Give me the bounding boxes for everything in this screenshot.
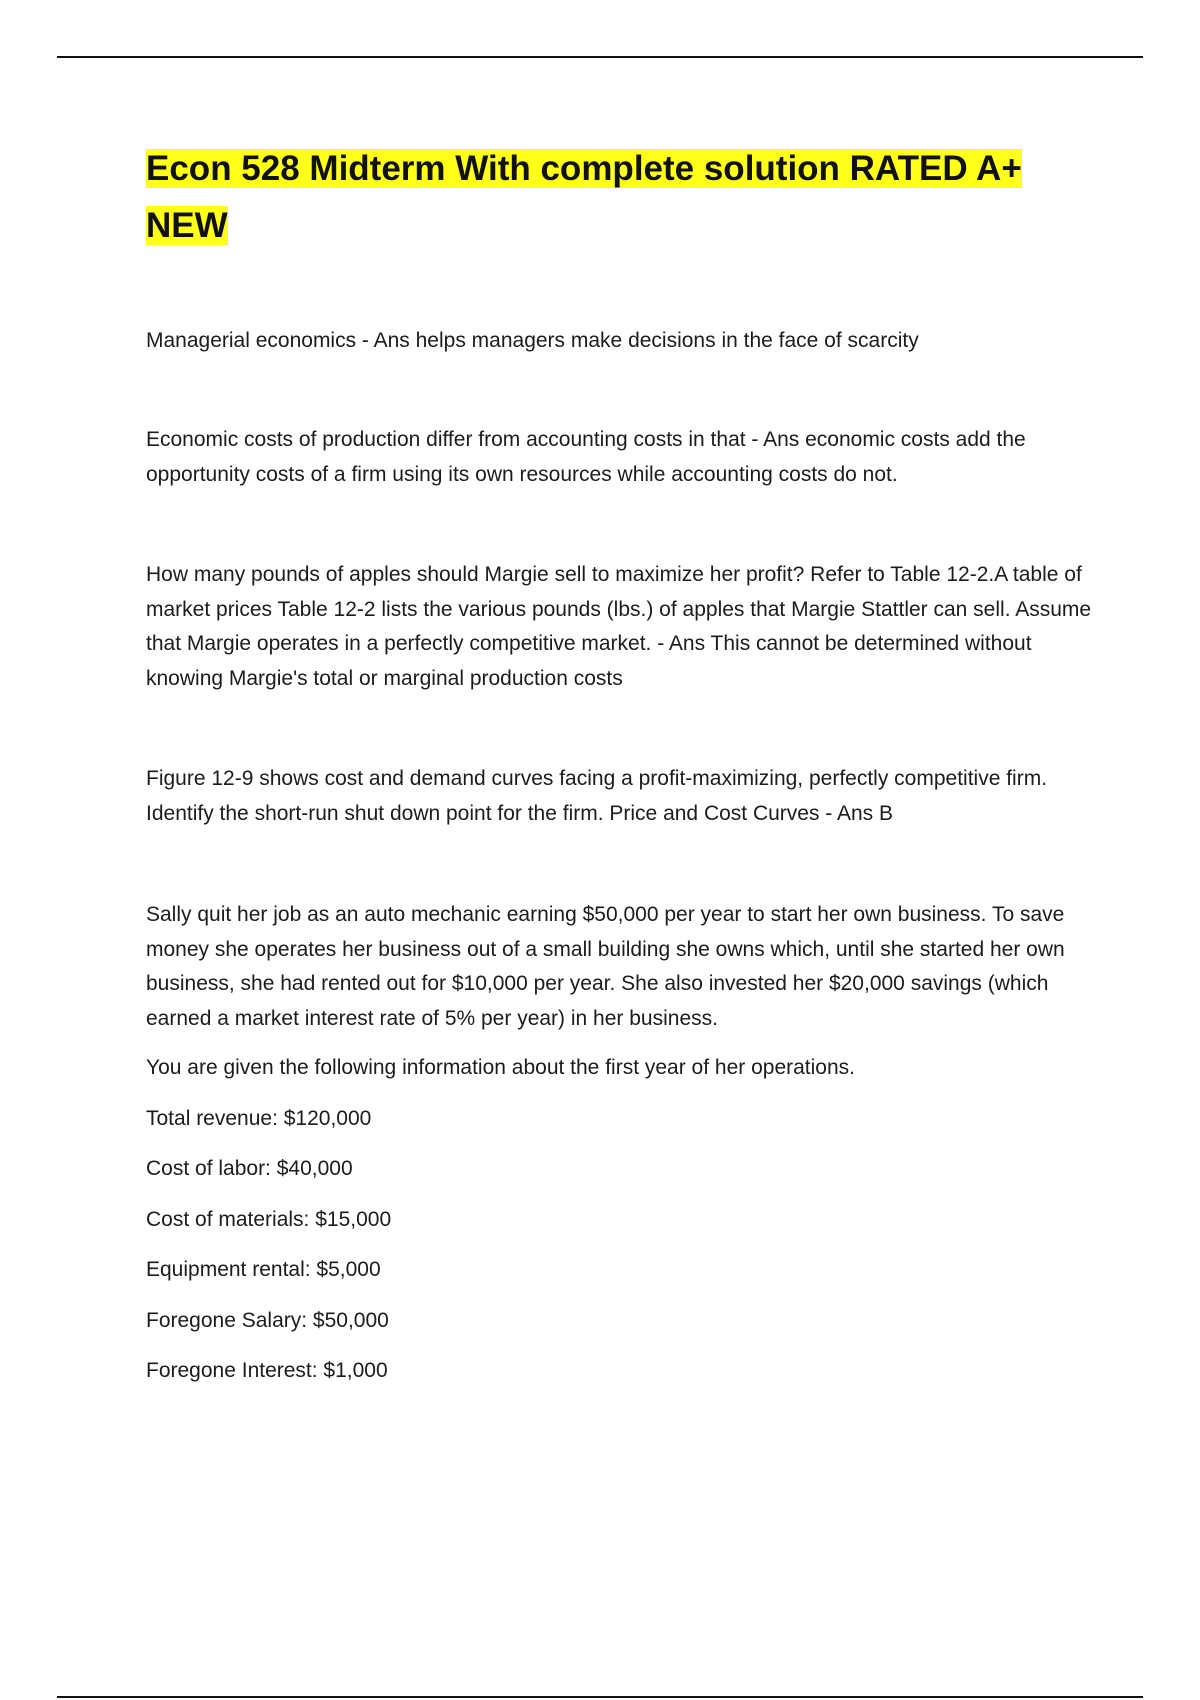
item-apples-question: How many pounds of apples should Margie sell to maximize her profit? Refer to Table 12-2.A table of market prices Table 12-2 lists the various pounds (lbs.) of apples that Margie Stattler can sell. Assume that Margie operates in a perfectly competitive market. - Ans This cannot be determined without knowing Margie's total or marginal production costs: [146, 563, 1092, 690]
item-given-info: You are given the following information about the first year of her operations.: [146, 1056, 855, 1079]
page-title: [146, 140, 1086, 254]
bottom-rule: [57, 1696, 1143, 1698]
item-sally-question: Sally quit her job as an auto mechanic earning $50,000 per year to start her own business. To save money she operates her business out of a small building she owns which, until she started her own business, she had rented out for $10,000 per year. She also invested her $20,000 savings (which earned a market interest rate of 5% per year) in her business.: [146, 903, 1065, 1030]
item-equipment-rental: Equipment rental: $5,000: [146, 1258, 381, 1281]
item-foregone-interest: Foregone Interest: $1,000: [146, 1359, 388, 1382]
item-economic-costs: Economic costs of production differ from accounting costs in that - Ans economic costs add the opportunity costs of a firm using its own resources while accounting costs do not.: [146, 428, 1026, 486]
item-figure-12-9: Figure 12-9 shows cost and demand curves facing a profit-maximizing, perfectly competitive firm. Identify the short-run shut down point for the firm. Price and Cost Curves - Ans B: [146, 767, 1048, 825]
item-total-revenue: Total revenue: $120,000: [146, 1107, 372, 1130]
item-cost-of-labor: Cost of labor: $40,000: [146, 1157, 353, 1180]
item-foregone-salary: Foregone Salary: $50,000: [146, 1309, 389, 1332]
item-managerial-economics: Managerial economics - Ans helps managers make decisions in the face of scarcity: [146, 329, 919, 352]
top-rule: [57, 56, 1143, 58]
item-cost-of-materials: Cost of materials: $15,000: [146, 1208, 392, 1231]
title-highlight: Econ 528 Midterm With complete solution RATED A+ NEW: [146, 149, 1022, 245]
